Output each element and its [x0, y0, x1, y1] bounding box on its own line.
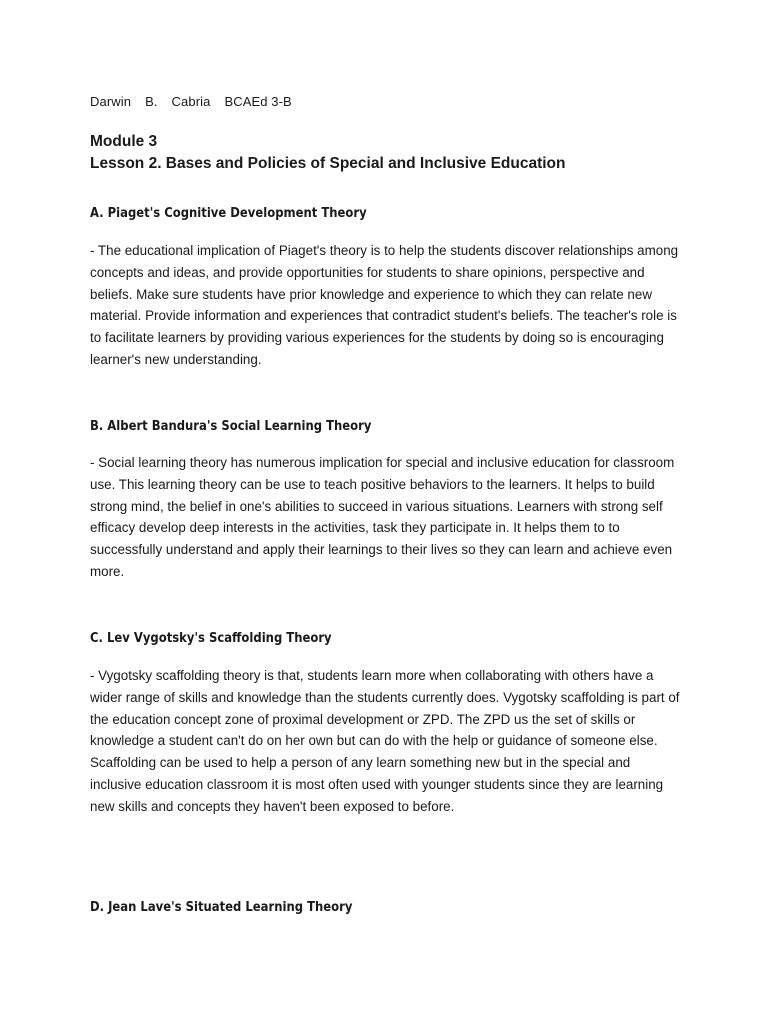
student-course: BCAEd 3-B	[224, 94, 292, 109]
module-heading	[90, 131, 566, 175]
section-a-body: - The educational implication of Piaget's theory is to help the students discover relationships among concepts and ideas, and provide opportunities for students to share opinions, perspective and beliefs. Make sure students have prior knowledge and experience to which they can relate new material. Provide information and experiences that contradict student's beliefs. The teacher's role is to facilitate learners by providing various experiences for the students by doing so is encouraging learner's new understanding.	[90, 243, 679, 367]
section-b-heading: B. Albert Bandura's Social Learning Theory	[90, 418, 372, 434]
module-title: Module 3	[90, 133, 158, 150]
section-c-heading: C. Lev Vygotsky's Scaffolding Theory	[90, 630, 332, 646]
student-last-name: Cabria	[171, 94, 211, 109]
document-page	[90, 0, 690, 1024]
student-info	[90, 94, 306, 109]
student-first-name: Darwin	[90, 94, 132, 109]
section-b-body: - Social learning theory has numerous implication for special and inclusive education for classroom use. This learning theory can be use to teach positive behaviors to the learners. It helps to build strong mind, the belief in one's abilities to succeed in various situations. Learners with strong self efficacy develop deep interests in the activities, task they participate in. It helps them to to successfully understand and apply their learnings to their lives so they can learn and achieve even more.	[90, 455, 675, 579]
section-a-heading: A. Piaget's Cognitive Development Theory	[90, 205, 367, 221]
section-d-heading: D. Jean Lave's Situated Learning Theory	[90, 899, 353, 915]
student-middle-initial: B.	[145, 94, 158, 109]
lesson-title: Lesson 2. Bases and Policies of Special and Inclusive Education	[90, 155, 566, 172]
section-c-body: - Vygotsky scaffolding theory is that, students learn more when collaborating with others have a wider range of skills and knowledge than the students currently does. Vygotsky scaffolding is part of the education concept zone of proximal development or ZPD. The ZPD us the set of skills or knowledge a student can't do on her own but can do with the help or guidance of someone else. Scaffolding can be used to help a person of any learn something new but in the special and inclusive education classroom it is most often used with younger students since they are learning new skills and concepts they haven't been exposed to before.	[90, 668, 680, 814]
